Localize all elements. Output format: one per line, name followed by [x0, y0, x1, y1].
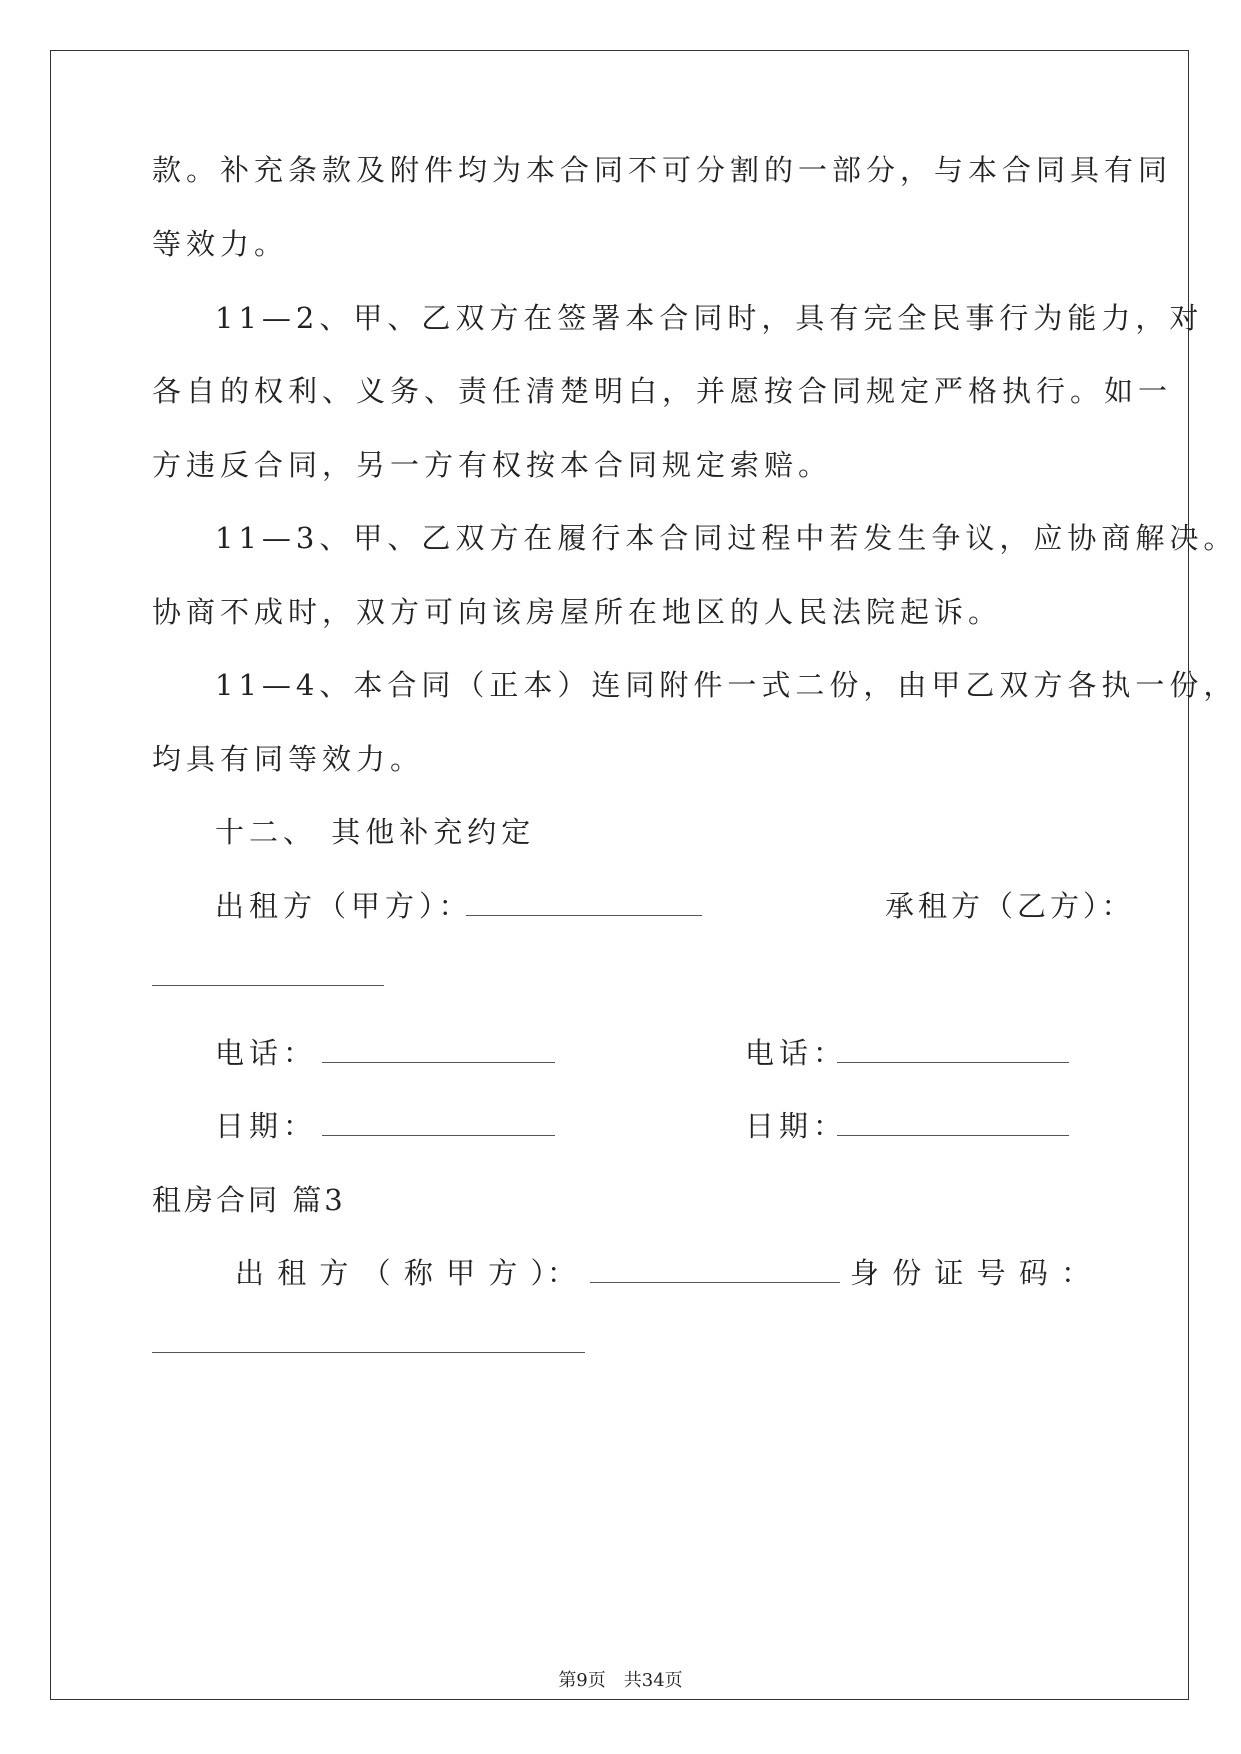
section3-lessor-blank[interactable] — [590, 1282, 840, 1283]
clause-11-2-line-3: 方违反合同，另一方有权按本合同规定索赔。 — [152, 448, 833, 482]
lessee-date-blank[interactable] — [837, 1135, 1069, 1136]
lessor-date-blank[interactable] — [322, 1135, 555, 1136]
section3-lessor-label: 出 租 方 （ 称 甲 方 ）： — [235, 1256, 579, 1290]
section3-id-blank[interactable] — [152, 1352, 585, 1353]
clause-11-3-line-1: 11—3、甲、乙双方在履行本合同过程中若发生争议，应协商解决。 — [215, 521, 1238, 555]
paragraph-line-2: 等效力。 — [152, 227, 289, 261]
lessor-label: 出租方（甲方）： — [215, 889, 473, 923]
clause-11-2-line-1: 11—2、甲、乙双方在签署本合同时，具有完全民事行为能力，对 — [215, 301, 1204, 335]
clause-11-4-line-1: 11—4、本合同（正本）连同附件一式二份，由甲乙双方各执一份， — [215, 668, 1238, 702]
page-footer: 第9页 共34页 — [558, 1670, 683, 1691]
lessee-label: 承租方（乙方）： — [885, 889, 1135, 923]
paragraph-line-1: 款。补充条款及附件均为本合同不可分割的一部分，与本合同具有同 — [152, 153, 1173, 187]
lessee-date-label: 日期： — [745, 1109, 848, 1143]
lessor-phone-blank[interactable] — [322, 1062, 555, 1063]
section3-title: 租房合同 篇3 — [152, 1183, 346, 1217]
lessee-blank[interactable] — [152, 985, 384, 986]
clause-11-4-line-2: 均具有同等效力。 — [152, 742, 425, 776]
lessor-date-label: 日期： — [215, 1109, 318, 1143]
lessee-phone-label: 电话： — [745, 1036, 848, 1070]
section3-id-label: 身 份 证 号 码 ： — [850, 1256, 1093, 1290]
lessor-blank[interactable] — [466, 915, 702, 916]
clause-11-3-line-2: 协商不成时，双方可向该房屋所在地区的人民法院起诉。 — [152, 595, 1003, 629]
lessor-phone-label: 电话： — [215, 1036, 318, 1070]
lessee-phone-blank[interactable] — [837, 1062, 1069, 1063]
section-12-heading: 十二、 其他补充约定 — [215, 815, 536, 849]
clause-11-2-line-2: 各自的权利、义务、责任清楚明白，并愿按合同规定严格执行。如一 — [152, 374, 1173, 408]
